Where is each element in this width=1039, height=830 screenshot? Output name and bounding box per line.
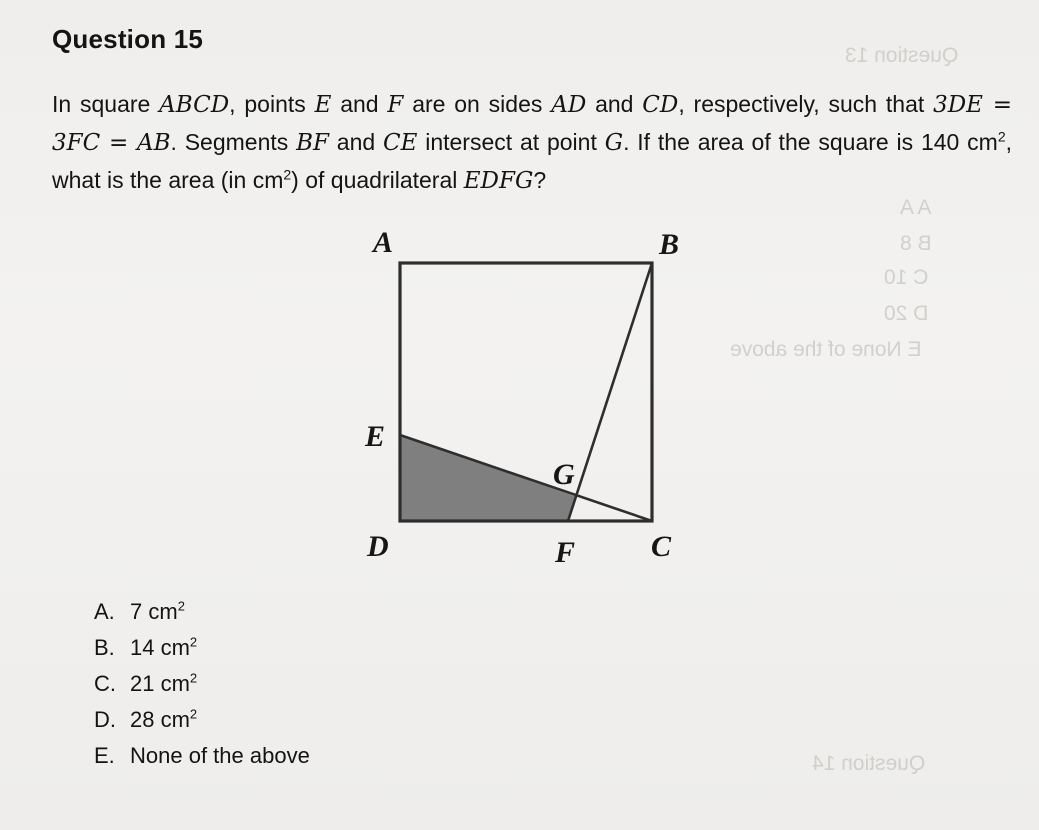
square-diagram xyxy=(355,222,695,572)
answer-choices xyxy=(94,594,310,774)
choice-e[interactable]: E. None of the above xyxy=(94,743,310,768)
bleed-through-text: Question 14 xyxy=(812,752,926,775)
choice-c[interactable]: C. 21 $cm^2$ xyxy=(94,670,198,696)
label-a: A xyxy=(373,226,394,259)
question-text: In square ABCD, points E and F are on sides AD and CD, respectively, such that 3DE = 3FC = AB. Segments BF and CE intersect at point G. If the area of the square is 140 $cm^2$, what is the area (in $cm^2$) of quadrilateral EDFG? xyxy=(52,91,1012,194)
label-c: C xyxy=(651,530,672,563)
choice-b[interactable]: B. 14 $cm^2$ xyxy=(94,634,198,660)
label-g: G xyxy=(553,458,575,491)
choice-a[interactable]: A. 7 $cm^2$ xyxy=(94,598,185,624)
bleed-through-text: D 20 xyxy=(884,302,929,325)
geometry-figure xyxy=(355,222,695,572)
label-f: F xyxy=(555,536,576,569)
segment-bf xyxy=(568,263,652,521)
bleed-through-text: E None of the above xyxy=(730,338,922,361)
label-b: B xyxy=(659,228,680,261)
bleed-through-text: Question 13 xyxy=(845,44,959,67)
question-title: Question 15 xyxy=(52,24,204,54)
bleed-through-text: C 10 xyxy=(884,266,929,289)
label-e: E xyxy=(365,420,386,453)
shaded-quadrilateral xyxy=(400,435,577,521)
bleed-through-text: B 8 xyxy=(900,232,932,255)
label-d: D xyxy=(367,530,389,563)
choice-d[interactable]: D. 28 $cm^2$ xyxy=(94,706,198,732)
bleed-through-text: A A xyxy=(900,196,932,219)
